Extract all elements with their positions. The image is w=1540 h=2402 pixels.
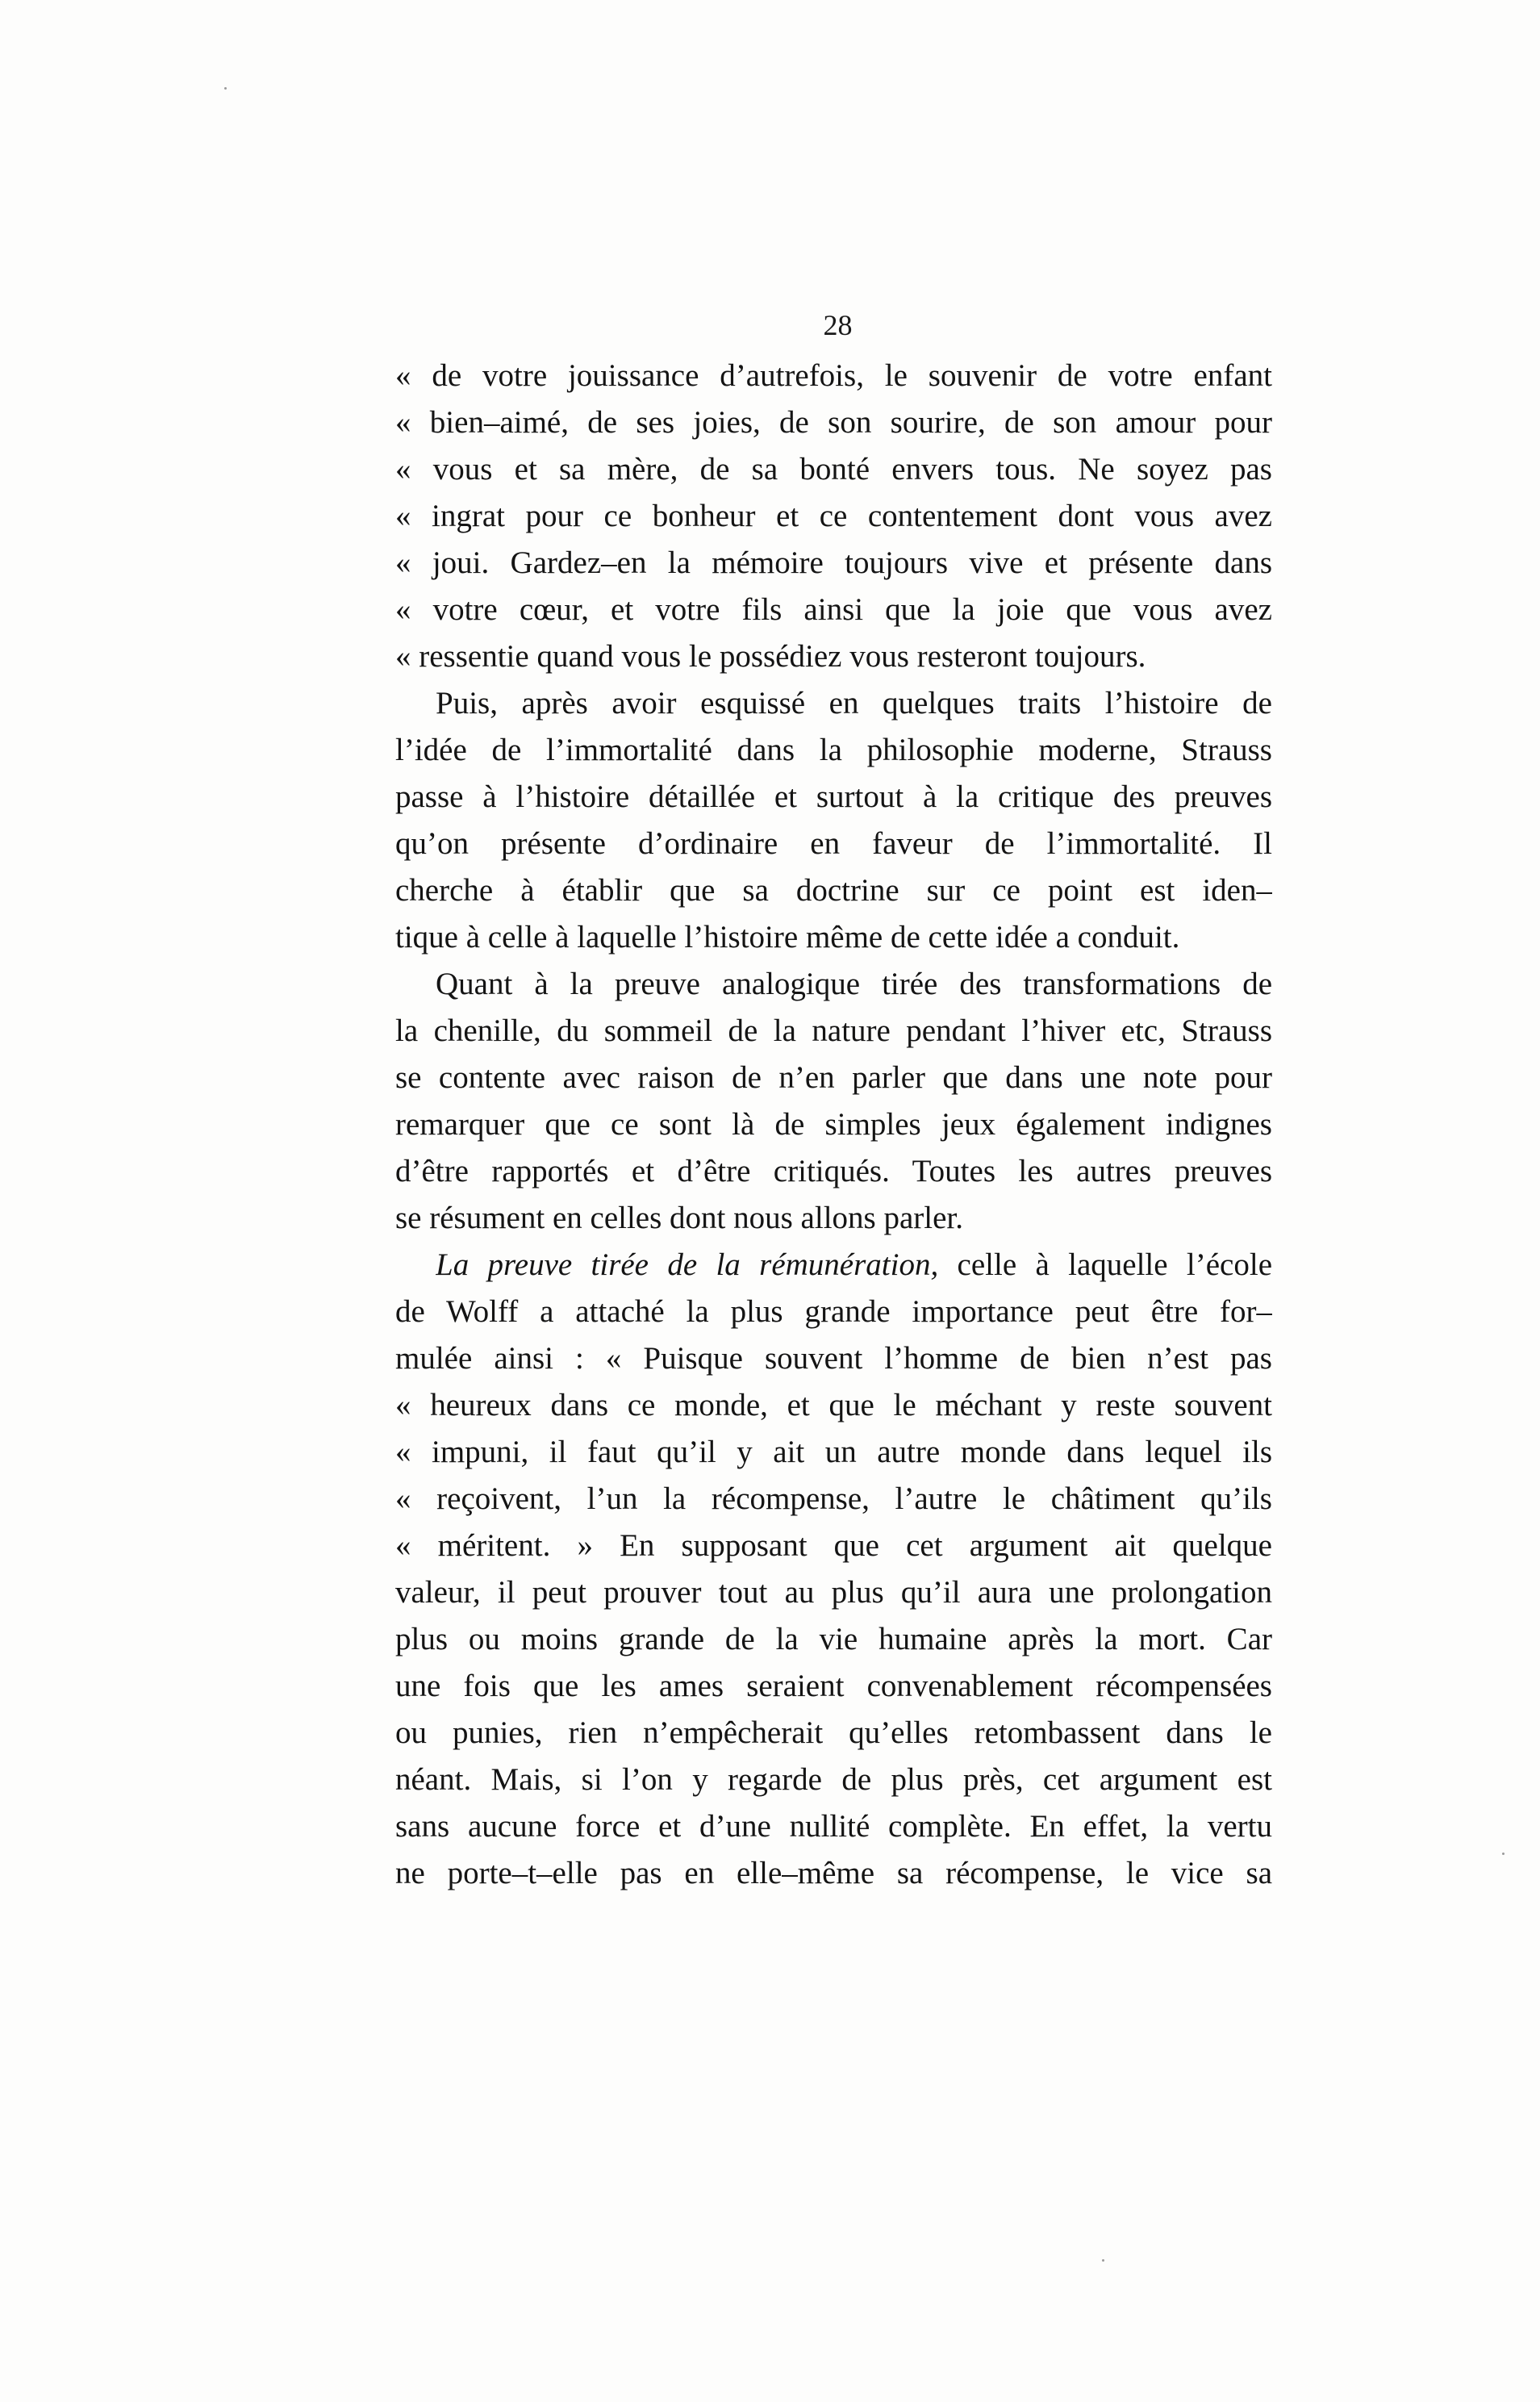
text-line: tique à celle à laquelle l’histoire même de cette idée a conduit. — [395, 920, 1180, 955]
text-run: celle à laquelle l’école — [938, 1247, 1272, 1282]
text-line: cherche à établir que sa doctrine sur ce point est iden– — [395, 873, 1272, 908]
text-line: qu’on présente d’ordinaire en faveur de l’immortalité. Il — [395, 826, 1272, 861]
text-line: « méritent. » En supposant que cet argument ait quelque — [395, 1528, 1272, 1563]
text-line: ne porte–t–elle pas en elle–même sa récompense, le vice sa — [395, 1856, 1272, 1890]
text-line: se contente avec raison de n’en parler que dans une note pour — [395, 1060, 1272, 1095]
text-line: « vous et sa mère, de sa bonté envers tous. Ne soyez pas — [395, 452, 1272, 487]
paper-speck — [224, 87, 227, 90]
text-line: « ingrat pour ce bonheur et ce contentement dont vous avez — [395, 499, 1272, 533]
text-line: « de votre jouissance d’autrefois, le souvenir de votre enfant — [395, 358, 1272, 393]
text-line: passe à l’histoire détaillée et surtout à la critique des preuves — [395, 779, 1272, 814]
paper-speck — [1502, 1853, 1505, 1855]
text-line: « votre cœur, et votre fils ainsi que la joie que vous avez — [395, 592, 1272, 627]
text-line: « joui. Gardez–en la mémoire toujours vive et présente dans — [395, 545, 1272, 580]
text-line: plus ou moins grande de la vie humaine après la mort. Car — [395, 1622, 1272, 1656]
text-line: Puis, après avoir esquissé en quelques traits l’histoire de — [436, 686, 1272, 721]
text-line: d’être rapportés et d’être critiqués. Toutes les autres preuves — [395, 1154, 1272, 1188]
text-line: mulée ainsi : « Puisque souvent l’homme de bien n’est pas — [395, 1341, 1272, 1376]
text-line: « bien–aimé, de ses joies, de son sourire, de son amour pour — [395, 405, 1272, 440]
page-number: 28 — [823, 309, 853, 341]
italic-phrase: La preuve tirée de la rémunération, — [436, 1247, 939, 1282]
paper-speck — [1102, 2259, 1104, 2262]
text-line: sans aucune force et d’une nullité complète. En effet, la vertu — [395, 1809, 1272, 1844]
text-line: « heureux dans ce monde, et que le méchant y reste souvent — [395, 1388, 1272, 1422]
text-line: ou punies, rien n’empêcherait qu’elles retombassent dans le — [395, 1715, 1272, 1750]
text-line: valeur, il peut prouver tout au plus qu’il aura une prolongation — [395, 1575, 1272, 1610]
text-line: « impuni, il faut qu’il y ait un autre monde dans lequel ils — [395, 1435, 1272, 1469]
text-line: de Wolff a attaché la plus grande importance peut être for– — [395, 1294, 1272, 1329]
text-line: remarquer que ce sont là de simples jeux également indignes — [395, 1107, 1272, 1142]
text-line: l’idée de l’immortalité dans la philosophie moderne, Strauss — [395, 733, 1272, 767]
text-line: la chenille, du sommeil de la nature pendant l’hiver etc, Strauss — [395, 1013, 1272, 1048]
text-line: Quant à la preuve analogique tirée des transformations de — [436, 967, 1272, 1001]
text-line-with-italic — [436, 1242, 1272, 1289]
text-line: une fois que les ames seraient convenablement récompensées — [395, 1669, 1272, 1703]
text-line: « ressentie quand vous le possédiez vous resteront toujours. — [395, 639, 1146, 674]
text-line: « reçoivent, l’un la récompense, l’autre le châtiment qu’ils — [395, 1481, 1272, 1516]
text-line: néant. Mais, si l’on y regarde de plus près, cet argument est — [395, 1762, 1272, 1797]
text-line: se résument en celles dont nous allons parler. — [395, 1201, 963, 1235]
